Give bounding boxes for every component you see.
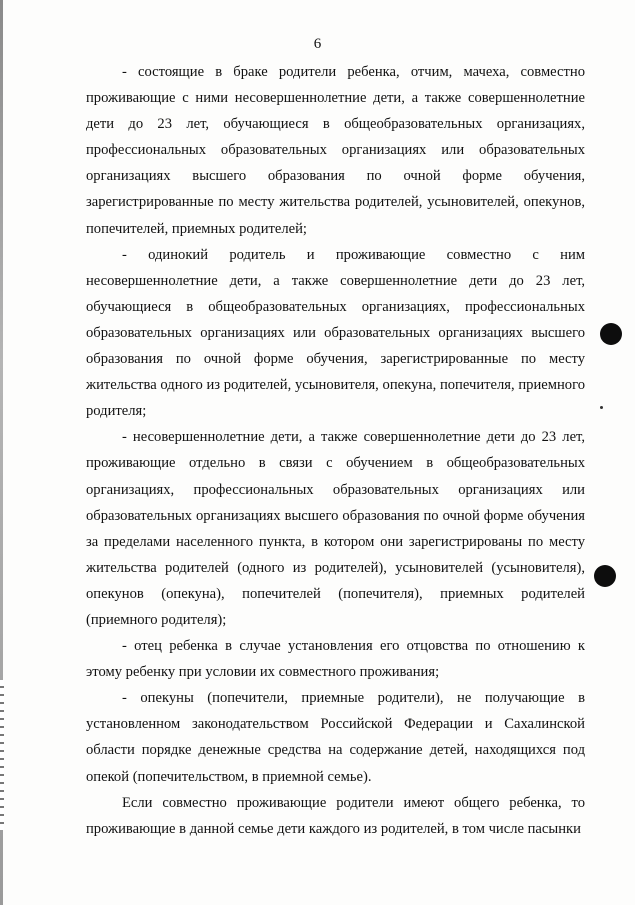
paragraph-married-parents: - состоящие в браке родители ребенка, отчим, мачеха, совместно проживающие с ними несовершеннолетние дети, а также совершеннолетние дети до 23 лет, обучающиеся в общеобразовательных организациях, профессиональных образовательных организациях или образовательных организациях высшего образования по очной форме обучения, зарегистрированные по месту жительства родителей, усыновителей, опекунов, попечителей, приемных родителей; [86, 64, 585, 237]
document-body [86, 59, 585, 842]
paragraph-father: - отец ребенка в случае установления его отцовства по отношению к этому ребенку при условии их совместного проживания; [86, 638, 585, 681]
punch-hole-upper [600, 323, 622, 345]
paragraph-guardians: - опекуны (попечители, приемные родители), не получающие в установленном законодательством Российской Федерации и Сахалинской области порядке денежные средства на содержание детей, находящихся под опекой (попечительством, в приемной семье). [86, 690, 585, 785]
paragraph-common-child: Если совместно проживающие родители имеют общего ребенка, то проживающие в данной семье дети каждого из родителей, в том числе пасынки [86, 794, 585, 837]
scan-speck [600, 406, 603, 409]
punch-hole-lower [594, 565, 616, 587]
scan-edge-marks [0, 680, 4, 830]
paragraph-single-parent: - одинокий родитель и проживающие совместно с ним несовершеннолетние дети, а также совершеннолетние дети до 23 лет, обучающиеся в общеобразовательных организациях, профессиональных образовательных организациях или образовательных организациях высшего образования по очной форме обучения, зарегистрированные по месту жительства одного из родителей, усыновителя, опекуна, попечителя, приемного родителя; [86, 246, 585, 420]
paragraph-children-studying-away: - несовершеннолетние дети, а также совершеннолетние дети до 23 лет, проживающие отдельно в связи с обучением в общеобразовательных организациях, профессиональных образовательных организациях или образовательных организациях высшего образования по очной форме обучения за пределами населенного пункта, в котором они зарегистрированы по месту жительства родителей (одного из родителей), усыновителей (усыновителя), опекунов (опекуна), попечителей (попечителя), приемных родителей (приемного родителя); [86, 429, 585, 628]
page-number: 6 [313, 36, 322, 52]
